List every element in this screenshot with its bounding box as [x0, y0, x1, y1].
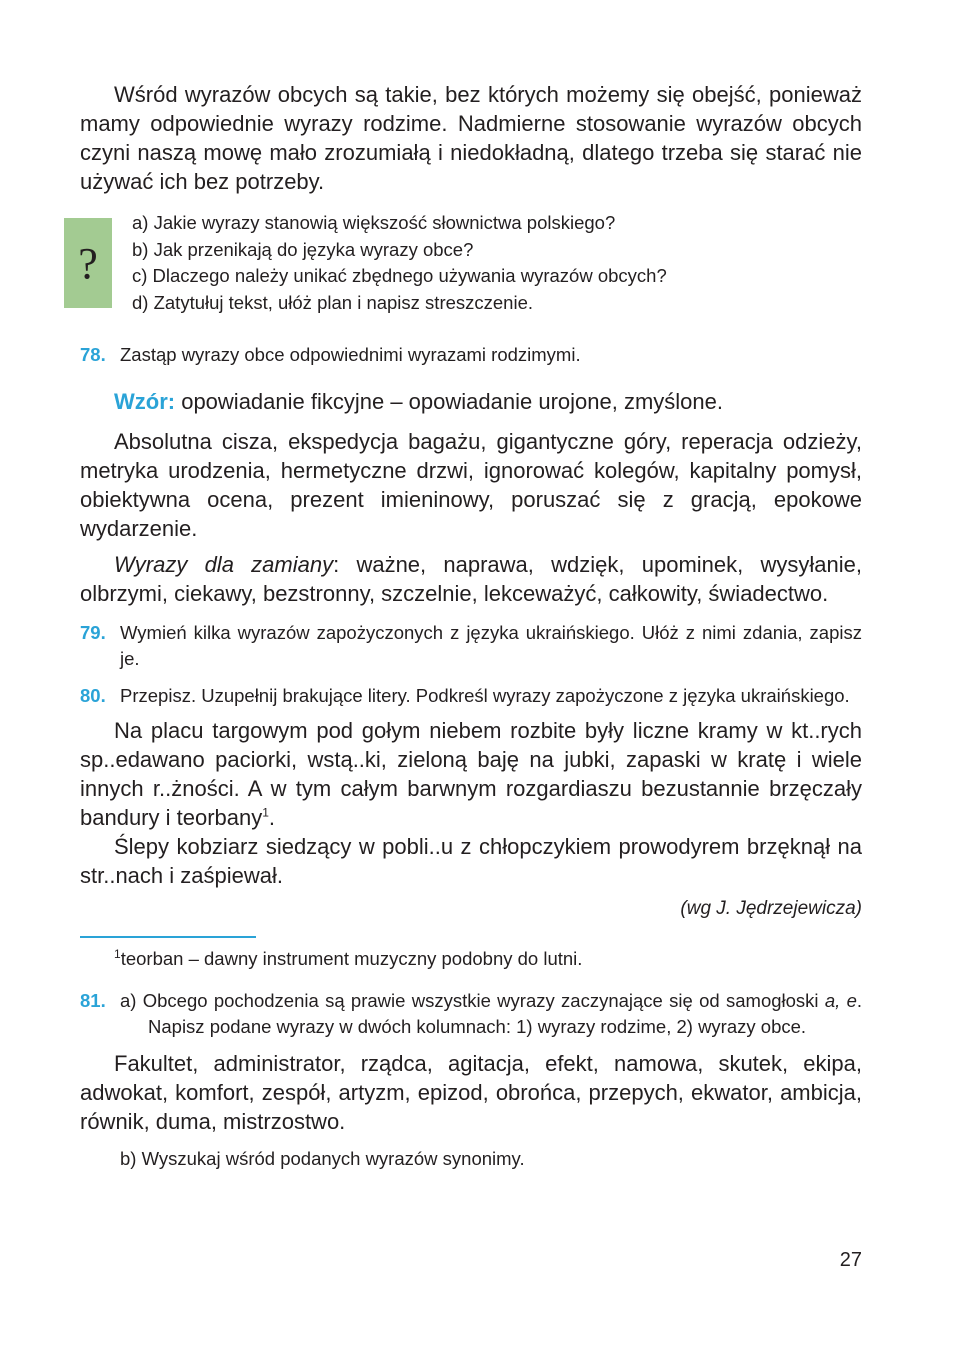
phrases-paragraph: Absolutna cisza, ekspedycja bagażu, gigantyczne góry, reperacja odzieży, metryka urodzenia, hermetyczne drzwi, ignorować kolegów, kapitalny pomysł, obiektywna ocena, prezent imieninowy, poruszać się z gracją, epokowe wydarzenie. — [80, 429, 862, 541]
exercise-number: 81. — [80, 990, 106, 1011]
replacements-text: : ważne, naprawa, wdzięk, upominek, wysyłanie, olbrzymi, ciekawy, bezstronny, szczelnie, lekceważyć, całkowity, świadectwo. — [80, 552, 862, 606]
question-list — [132, 210, 667, 316]
question-block — [80, 210, 862, 322]
exercise-instruction: a) Obcego pochodzenia są prawie wszystkie wyrazy zaczynające się od samogłoski a, e. Napisz podane wyrazy w dwóch kolumnach: 1) wyrazy rodzime, 2) wyrazy obce. — [120, 990, 863, 1037]
replacements-paragraph — [80, 550, 862, 608]
question-item: b) Jak przenikają do języka wyrazy obce? — [132, 238, 474, 260]
page-number: 27 — [839, 1249, 862, 1271]
intro-paragraph: Wśród wyrazów obcych są takie, bez których możemy się obejść, ponieważ mamy odpowiednie wyrazy rodzime. Nadmierne stosowanie wyrazów obcych czyni naszą mowę mało zrozumiałą i niedokładną, dlatego trzeba się starać nie używać ich bez potrzeby. — [80, 82, 862, 194]
words-paragraph: Fakultet, administrator, rządca, agitacja, efekt, namowa, skutek, ekipa, adwokat, komfort, zespół, artyzm, epizod, obrońca, przepych, ekwator, ambicja, równik, duma, mistrzostwo. — [80, 1051, 862, 1134]
exercise-number: 80. — [80, 685, 106, 706]
vowel-letters: a, e — [824, 990, 857, 1011]
example-line — [80, 387, 862, 416]
question-item: d) Zatytułuj tekst, ułóż plan i napisz streszczenie. — [132, 291, 534, 313]
exercise-81 — [80, 988, 862, 1040]
question-mark-icon: ? — [64, 218, 112, 308]
question-item: c) Dlaczego należy unikać zbędnego używania wyrazów obcych? — [132, 265, 667, 286]
kobziarz-paragraph: Ślepy kobziarz siedzący w pobli..u z chłopczykiem prowodyrem brzęknął na str..nach i zaśpiewał. — [80, 834, 862, 888]
exercise-number: 79. — [80, 622, 106, 643]
exercise-80 — [80, 683, 862, 709]
footnote — [80, 946, 862, 972]
footnote-mark: 1 — [114, 946, 121, 961]
example-label: Wzór: — [114, 389, 176, 414]
exercise-instruction: Zastąp wyrazy obce odpowiednimi wyrazami rodzimymi. — [120, 344, 581, 365]
replacements-label: Wyrazy dla zamiany — [114, 552, 334, 577]
page-content — [80, 80, 862, 1172]
exercise-instruction: Przepisz. Uzupełnij brakujące litery. Podkreśl wyrazy zapożyczone z języka ukraińskiego. — [120, 685, 850, 706]
footnote-ref: 1 — [262, 805, 269, 820]
market-text: Na placu targowym pod gołym niebem rozbite były liczne kramy w kt..rych sp..edawano paciorki, wstą..ki, zieloną baję na jubki, zapaski w kratę i wiele innych r..żności. A w tym całym barwnym rozgardiaszu bezustannie brzęczały bandury i teorbany — [80, 718, 862, 830]
exercise-number: 78. — [80, 344, 106, 365]
footnote-text: teorban – dawny instrument muzyczny podobny do lutni. — [120, 948, 583, 969]
example-text: opowiadanie fikcyjne – opowiadanie urojone, zmyślone. — [175, 389, 723, 414]
exercise-instruction: Wymień kilka wyrazów zapożyczonych z języka ukraińskiego. Ułóż z nimi zdania, zapisz je. — [120, 622, 862, 669]
source-citation: (wg J. Jędrzejewicza) — [680, 898, 862, 919]
question-item: a) Jakie wyrazy stanowią większość słownictwa polskiego? — [132, 212, 616, 233]
exercise-79 — [80, 620, 862, 672]
footnote-divider — [80, 936, 256, 938]
exercise-81-part-b: b) Wyszukaj wśród podanych wyrazów synonimy. — [120, 1148, 525, 1169]
exercise-78 — [80, 342, 862, 368]
market-paragraph: Na placu targowym pod gołym niebem rozbite były liczne kramy w kt..rych sp..edawano paciorki, wstą..ki, zieloną baję na jubki, zapaski w kratę i wiele innych r..żności. A w tym całym barwnym rozgardiaszu bezustannie brzęczały bandury i teorbany$^1$. — [80, 718, 862, 830]
